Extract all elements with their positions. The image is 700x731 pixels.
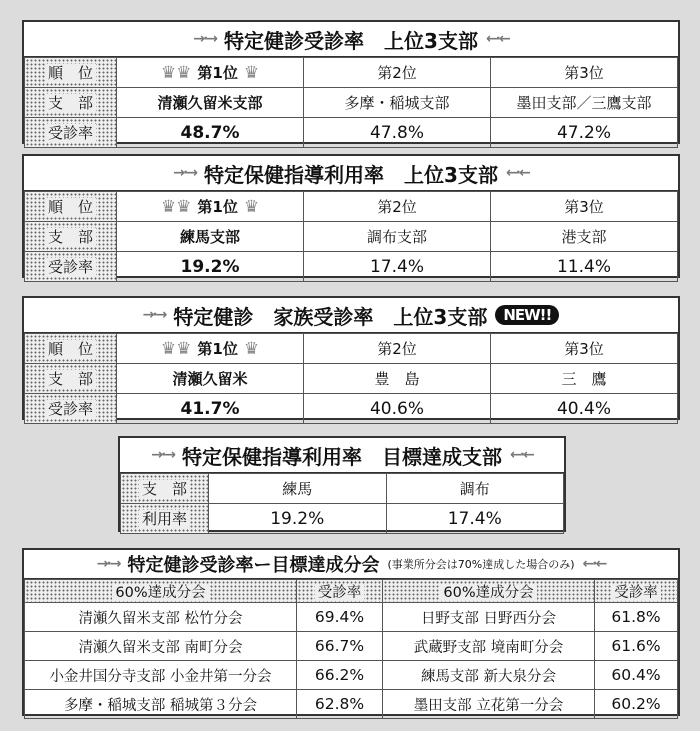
branch-label: 支 部 — [25, 222, 117, 252]
title-text: 特定保健指導利用率 上位3支部 — [204, 162, 498, 187]
crown-icon: ♛ — [243, 197, 260, 218]
rate-label: 利用率 — [121, 504, 209, 534]
col-header-rate-right: 受診率 — [595, 580, 678, 603]
rank-2: 第2位 — [304, 334, 491, 364]
branch-2: 調布 — [386, 474, 564, 504]
right-name: 墨田支部 立花第一分会 — [383, 690, 595, 719]
branch-2: 多摩・稲城支部 — [304, 88, 491, 118]
crown-icon: ♛♛ — [160, 339, 192, 360]
branch-1: 清瀬久留米 — [117, 364, 304, 394]
double-arrow-left-icon — [486, 31, 509, 47]
rate-2: 47.8% — [304, 118, 491, 148]
rate-2: 40.6% — [304, 394, 491, 424]
right-rate: 61.8% — [595, 603, 678, 632]
ranking-table — [24, 333, 678, 424]
title-note: (事業所分会は70%達成した場合のみ) — [387, 558, 575, 571]
rate-1: 19.2% — [117, 252, 304, 282]
branch-3: 港支部 — [491, 222, 678, 252]
right-rate: 61.6% — [595, 632, 678, 661]
crown-icon: ♛♛ — [160, 63, 192, 84]
branch-2: 調布支部 — [304, 222, 491, 252]
ranking-table — [24, 191, 678, 282]
col-header-group-left: 60%達成分会 — [25, 580, 297, 603]
table-row — [25, 603, 678, 632]
left-rate: 66.2% — [297, 661, 383, 690]
rate-1: 48.7% — [117, 118, 304, 148]
rank-2: 第2位 — [304, 58, 491, 88]
rank-1: ♛♛ 第1位 ♛ — [117, 334, 304, 364]
rank-label: 順 位 — [25, 58, 117, 88]
branch-label: 支 部 — [121, 474, 209, 504]
right-name: 武蔵野支部 境南町分会 — [383, 632, 595, 661]
rate-label: 受診率 — [25, 118, 117, 148]
rank-3: 第3位 — [491, 58, 678, 88]
section-guidance-rate-top3 — [22, 154, 680, 278]
section-title — [24, 550, 678, 579]
section-title — [24, 22, 678, 57]
table-row — [25, 661, 678, 690]
left-rate: 66.7% — [297, 632, 383, 661]
title-text: 特定健診 家族受診率 上位3支部 — [173, 304, 488, 329]
branch-2: 豊 島 — [304, 364, 491, 394]
double-arrow-right-icon — [151, 447, 174, 463]
double-arrow-left-icon — [583, 556, 606, 572]
branch-label: 支 部 — [25, 364, 117, 394]
double-arrow-right-icon — [143, 307, 166, 323]
title-text: 特定健診受診率 上位3支部 — [224, 28, 478, 53]
rate-label: 受診率 — [25, 252, 117, 282]
rate-3: 47.2% — [491, 118, 678, 148]
table-row — [25, 632, 678, 661]
double-arrow-right-icon — [193, 31, 216, 47]
rate-1: 41.7% — [117, 394, 304, 424]
subgroup-table — [24, 579, 678, 719]
left-name: 小金井国分寺支部 小金井第一分会 — [25, 661, 297, 690]
rank-1: ♛♛ 第1位 ♛ — [117, 58, 304, 88]
double-arrow-right-icon — [173, 165, 196, 181]
branch-1: 練馬 — [209, 474, 387, 504]
rate-1: 19.2% — [209, 504, 387, 534]
target-table — [120, 473, 564, 534]
col-header-group-right: 60%達成分会 — [383, 580, 595, 603]
section-title — [24, 156, 678, 191]
section-family-checkup-top3 — [22, 296, 680, 420]
crown-icon: ♛♛ — [160, 197, 192, 218]
rank-2: 第2位 — [304, 192, 491, 222]
section-guidance-target-branches — [118, 436, 566, 532]
double-arrow-right-icon — [97, 556, 120, 572]
branch-3: 三 鷹 — [491, 364, 678, 394]
section-title — [120, 438, 564, 473]
ranking-table — [24, 57, 678, 148]
rank-label: 順 位 — [25, 192, 117, 222]
rate-label: 受診率 — [25, 394, 117, 424]
rank-label: 順 位 — [25, 334, 117, 364]
rate-2: 17.4% — [304, 252, 491, 282]
right-name: 日野支部 日野西分会 — [383, 603, 595, 632]
section-title — [24, 298, 678, 333]
branch-1: 練馬支部 — [117, 222, 304, 252]
branch-1: 清瀬久留米支部 — [117, 88, 304, 118]
right-rate: 60.2% — [595, 690, 678, 719]
left-name: 清瀬久留米支部 松竹分会 — [25, 603, 297, 632]
double-arrow-left-icon — [506, 165, 529, 181]
crown-icon: ♛ — [243, 339, 260, 360]
left-name: 多摩・稲城支部 稲城第３分会 — [25, 690, 297, 719]
rank-1: ♛♛ 第1位 ♛ — [117, 192, 304, 222]
rate-3: 40.4% — [491, 394, 678, 424]
col-header-rate-left: 受診率 — [297, 580, 383, 603]
rank-3: 第3位 — [491, 334, 678, 364]
table-row — [25, 690, 678, 719]
right-name: 練馬支部 新大泉分会 — [383, 661, 595, 690]
right-rate: 60.4% — [595, 661, 678, 690]
rank-3: 第3位 — [491, 192, 678, 222]
double-arrow-left-icon — [510, 447, 533, 463]
title-text: 特定健診受診率ー目標達成分会 — [127, 555, 380, 576]
rate-3: 11.4% — [491, 252, 678, 282]
rate-2: 17.4% — [386, 504, 564, 534]
new-badge: NEW!! — [495, 305, 559, 325]
section-checkup-target-subgroups — [22, 548, 680, 716]
branch-3: 墨田支部／三鷹支部 — [491, 88, 678, 118]
left-rate: 62.8% — [297, 690, 383, 719]
section-checkup-rate-top3 — [22, 20, 680, 144]
left-name: 清瀬久留米支部 南町分会 — [25, 632, 297, 661]
crown-icon: ♛ — [243, 63, 260, 84]
left-rate: 69.4% — [297, 603, 383, 632]
branch-label: 支 部 — [25, 88, 117, 118]
title-text: 特定保健指導利用率 目標達成支部 — [182, 444, 502, 469]
